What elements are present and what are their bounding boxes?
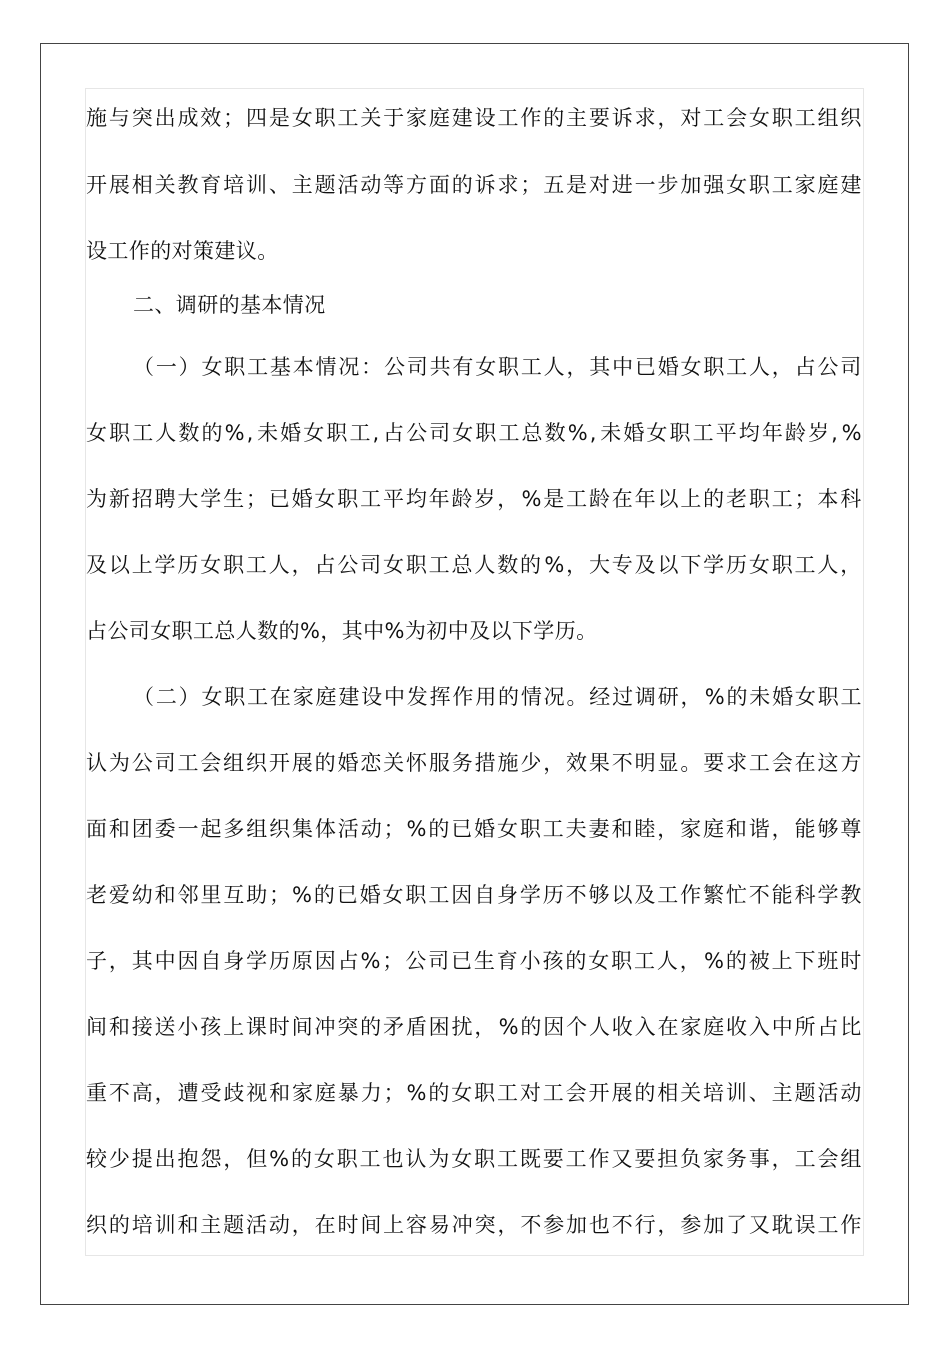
paragraph-line: 重 不 高 ， 遭 受 歧 视 和 家 庭 暴 力 ； % 的 女 职 工 对 工 会 开 展 的 相 关 培 训 、 主 题 活 动 — [86, 1081, 862, 1105]
paragraph-line: 认 为 公 司 工 会 组 织 开 展 的 婚 恋 关 怀 服 务 措 施 少 ， 效 果 不 明 显 。 要 求 工 会 在 这 方 — [86, 751, 862, 775]
section-heading: 二、调研的基本情况 — [133, 293, 326, 317]
paragraph-line: 及 以 上 学 历 女 职 工 人 ， 占 公 司 女 职 工 总 人 数 的 % ， 大 专 及 以 下 学 历 女 职 工 人 ， — [86, 553, 862, 577]
paragraph-line: （ 一 ） 女 职 工 基 本 情 况 ： 公 司 共 有 女 职 工 人 ， 其 中 已 婚 女 职 工 人 ， 占 公 司 — [133, 355, 862, 379]
paragraph-line: 老 爱 幼 和 邻 里 互 助 ； % 的 已 婚 女 职 工 因 自 身 学 历 不 够 以 及 工 作 繁 忙 不 能 科 学 教 — [86, 883, 862, 907]
paragraph-line: 设工作的对策建议。 — [86, 239, 279, 263]
paragraph-line: （ 二 ） 女 职 工 在 家 庭 建 设 中 发 挥 作 用 的 情 况 。 经 过 调 研 ， % 的 未 婚 女 职 工 — [133, 685, 862, 709]
paragraph-line: 女 职 工 人 数 的 % , 未 婚 女 职 工 , 占 公 司 女 职 工 总 数 % , 未 婚 女 职 工 平 均 年 龄 岁 , % — [86, 421, 862, 445]
paragraph-line: 占公司女职工总人数的%，其中%为初中及以下学历。 — [86, 619, 598, 643]
paragraph-line: 较 少 提 出 抱 怨 ， 但 % 的 女 职 工 也 认 为 女 职 工 既 要 工 作 又 要 担 负 家 务 事 ， 工 会 组 — [86, 1147, 862, 1171]
paragraph-line: 为 新 招 聘 大 学 生 ； 已 婚 女 职 工 平 均 年 龄 岁 ， % 是 工 龄 在 年 以 上 的 老 职 工 ； 本 科 — [86, 487, 862, 511]
paragraph-line: 施 与 突 出 成 效 ； 四 是 女 职 工 关 于 家 庭 建 设 工 作 的 主 要 诉 求 ， 对 工 会 女 职 工 组 织 — [86, 106, 862, 130]
paragraph-line: 面 和 团 委 一 起 多 组 织 集 体 活 动 ； % 的 已 婚 女 职 工 夫 妻 和 睦 ， 家 庭 和 谐 ， 能 够 尊 — [86, 817, 862, 841]
paragraph-line: 子 ， 其 中 因 自 身 学 历 原 因 占 % ； 公 司 已 生 育 小 孩 的 女 职 工 人 ， % 的 被 上 下 班 时 — [86, 949, 862, 973]
paragraph-line: 织 的 培 训 和 主 题 活 动 ， 在 时 间 上 容 易 冲 突 ， 不 参 加 也 不 行 ， 参 加 了 又 耽 误 工 作 — [86, 1213, 862, 1237]
paragraph-line: 间 和 接 送 小 孩 上 课 时 间 冲 突 的 矛 盾 困 扰 ， % 的 因 个 人 收 入 在 家 庭 收 入 中 所 占 比 — [86, 1015, 862, 1039]
paragraph-line: 开 展 相 关 教 育 培 训 、 主 题 活 动 等 方 面 的 诉 求 ； 五 是 对 进 一 步 加 强 女 职 工 家 庭 建 — [86, 173, 862, 197]
